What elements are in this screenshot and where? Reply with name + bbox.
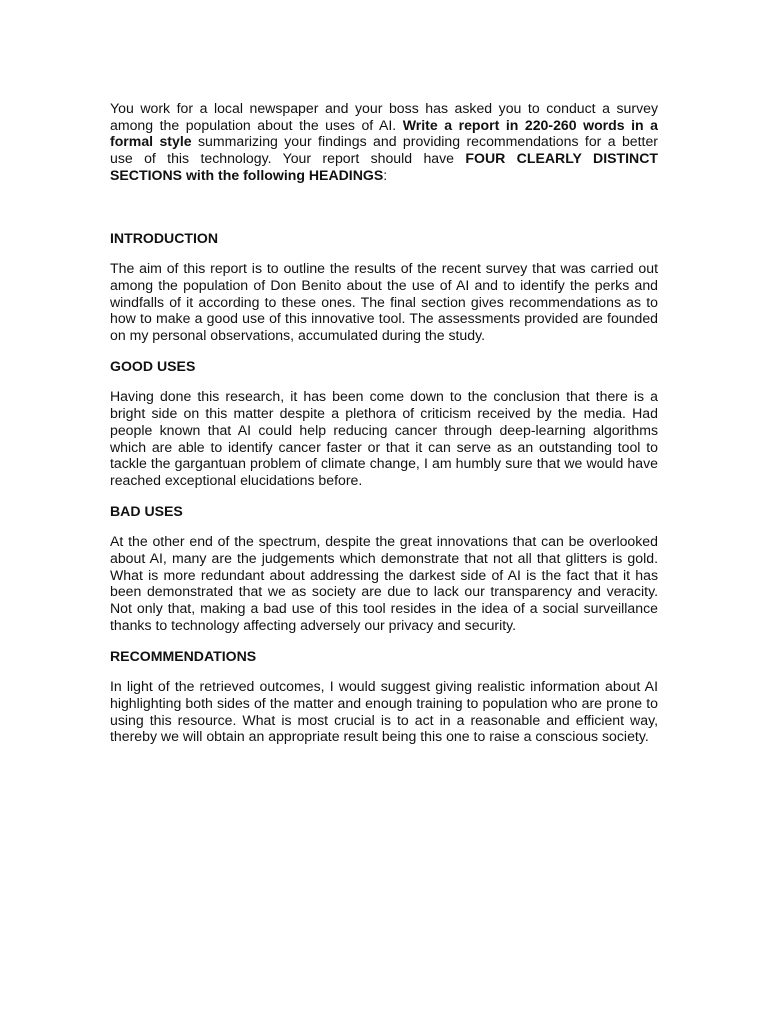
heading-introduction: INTRODUCTION bbox=[110, 229, 219, 246]
body-good-uses: Having done this research, it has been come down to the conclusion that there is a bright side on this matter despite a plethora of criticism received by the media. Had people known that AI could help reducing cancer through deep-learning algorithms which are able to identify cancer faster or that it can serve as an outstanding tool to tackle the gargantuan problem of climate change, I am humbly sure that we would have reached exceptional elucidations before. bbox=[110, 388, 658, 488]
body-recommendations: In light of the retrieved outcomes, I would suggest giving realistic information about AI highlighting both sides of the matter and enough training to population who are prone to using this resource. What is most crucial is to act in a reasonable and efficient way, thereby we will obtain an appropriate result being this one to raise a conscious society. bbox=[110, 678, 658, 745]
prompt-bold-2: FOUR CLEARLY DISTINCT SECTIONS with the following HEADINGS bbox=[110, 150, 659, 183]
heading-bad-uses: BAD USES bbox=[110, 502, 183, 519]
prompt-text-2: summarizing your findings and providing recommendations for a better use of this technology. Your report should have bbox=[110, 133, 658, 167]
body-bad-uses: At the other end of the spectrum, despite the great innovations that can be overlooked about AI, many are the judgements which demonstrate that not all that glitters is gold. What is more redundant about addressing the darkest side of AI is the fact that it has been demonstrated that we as society are due to lack our transparency and veracity. Not only that, making a bad use of this tool resides in the idea of a social surveillance thanks to technology affecting adversely our privacy and security. bbox=[110, 533, 658, 633]
heading-recommendations: RECOMMENDATIONS bbox=[110, 647, 257, 664]
heading-good-uses: GOOD USES bbox=[110, 357, 196, 374]
document-page bbox=[110, 100, 658, 759]
task-prompt bbox=[110, 100, 658, 184]
prompt-text-1: You work for a local newspaper and your boss has asked you to conduct a survey among the population about the uses of AI. bbox=[110, 100, 658, 133]
prompt-bold-1: Write a report in 220-260 words in a formal style bbox=[110, 116, 659, 150]
body-introduction: The aim of this report is to outline the results of the recent survey that was carried out among the population of Don Benito about the use of AI and to identify the perks and windfalls of it according to these ones. The final section gives recommendations as to how to make a good use of this innovative tool. The assessments provided are founded on my personal observations, accumulated during the study. bbox=[110, 260, 658, 344]
prompt-text-3: : bbox=[383, 166, 388, 183]
